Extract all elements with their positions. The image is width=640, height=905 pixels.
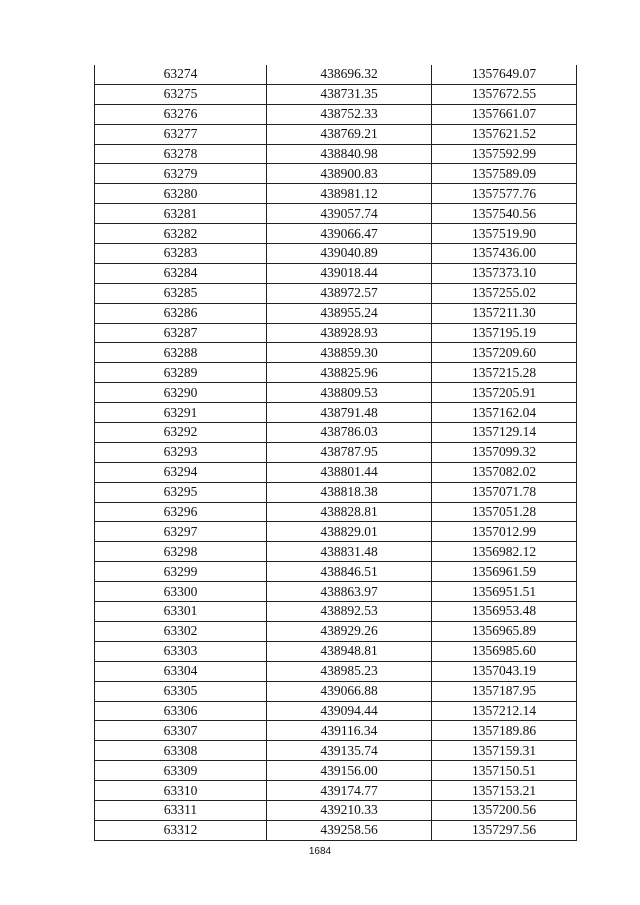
table-row	[95, 84, 577, 104]
x-coordinate-cell: 438731.35	[267, 84, 432, 104]
page-number: 1684	[308, 846, 332, 857]
table-row	[95, 383, 577, 403]
table-row	[95, 482, 577, 502]
point-id-cell: 63293	[95, 442, 267, 462]
y-coordinate-cell: 1357215.28	[432, 363, 577, 383]
table-row	[95, 323, 577, 343]
point-id-cell: 63274	[95, 65, 267, 84]
y-coordinate-cell: 1357153.21	[432, 781, 577, 801]
x-coordinate-cell: 438828.81	[267, 502, 432, 522]
y-coordinate-cell: 1357621.52	[432, 124, 577, 144]
table-row	[95, 542, 577, 562]
point-id-cell: 63297	[95, 522, 267, 542]
x-coordinate-cell: 438786.03	[267, 423, 432, 443]
y-coordinate-cell: 1357577.76	[432, 184, 577, 204]
table-row	[95, 343, 577, 363]
x-coordinate-cell: 438892.53	[267, 602, 432, 622]
y-coordinate-cell: 1357672.55	[432, 84, 577, 104]
point-id-cell: 63308	[95, 741, 267, 761]
x-coordinate-cell: 439210.33	[267, 800, 432, 820]
x-coordinate-cell: 438981.12	[267, 184, 432, 204]
x-coordinate-cell: 439135.74	[267, 741, 432, 761]
point-id-cell: 63291	[95, 403, 267, 423]
point-id-cell: 63303	[95, 641, 267, 661]
table-row	[95, 124, 577, 144]
y-coordinate-cell: 1356961.59	[432, 562, 577, 582]
point-id-cell: 63289	[95, 363, 267, 383]
point-id-cell: 63294	[95, 462, 267, 482]
point-id-cell: 63300	[95, 582, 267, 602]
x-coordinate-cell: 438955.24	[267, 303, 432, 323]
point-id-cell: 63285	[95, 283, 267, 303]
y-coordinate-cell: 1357540.56	[432, 204, 577, 224]
y-coordinate-cell: 1357082.02	[432, 462, 577, 482]
point-id-cell: 63275	[95, 84, 267, 104]
x-coordinate-cell: 439066.88	[267, 681, 432, 701]
table-row	[95, 741, 577, 761]
y-coordinate-cell: 1356982.12	[432, 542, 577, 562]
y-coordinate-cell: 1357212.14	[432, 701, 577, 721]
y-coordinate-cell: 1357051.28	[432, 502, 577, 522]
y-coordinate-cell: 1357519.90	[432, 224, 577, 244]
x-coordinate-cell: 438928.93	[267, 323, 432, 343]
table-row	[95, 522, 577, 542]
point-id-cell: 63288	[95, 343, 267, 363]
point-id-cell: 63304	[95, 661, 267, 681]
table-row	[95, 144, 577, 164]
point-id-cell: 63279	[95, 164, 267, 184]
y-coordinate-cell: 1357661.07	[432, 104, 577, 124]
y-coordinate-cell: 1357129.14	[432, 423, 577, 443]
point-id-cell: 63296	[95, 502, 267, 522]
x-coordinate-cell: 438829.01	[267, 522, 432, 542]
x-coordinate-cell: 438787.95	[267, 442, 432, 462]
table-row	[95, 244, 577, 264]
table-row	[95, 65, 577, 84]
point-id-cell: 63301	[95, 602, 267, 622]
point-id-cell: 63284	[95, 263, 267, 283]
y-coordinate-cell: 1357099.32	[432, 442, 577, 462]
point-id-cell: 63286	[95, 303, 267, 323]
y-coordinate-cell: 1357297.56	[432, 820, 577, 840]
y-coordinate-cell: 1356951.51	[432, 582, 577, 602]
y-coordinate-cell: 1356953.48	[432, 602, 577, 622]
x-coordinate-cell: 438846.51	[267, 562, 432, 582]
x-coordinate-cell: 438985.23	[267, 661, 432, 681]
x-coordinate-cell: 438948.81	[267, 641, 432, 661]
table-row	[95, 303, 577, 323]
point-id-cell: 63312	[95, 820, 267, 840]
x-coordinate-cell: 438859.30	[267, 343, 432, 363]
x-coordinate-cell: 438840.98	[267, 144, 432, 164]
y-coordinate-cell: 1357255.02	[432, 283, 577, 303]
y-coordinate-cell: 1357162.04	[432, 403, 577, 423]
coordinates-table	[94, 65, 577, 841]
table-row	[95, 781, 577, 801]
table-row	[95, 462, 577, 482]
table-row	[95, 363, 577, 383]
point-id-cell: 63299	[95, 562, 267, 582]
point-id-cell: 63282	[95, 224, 267, 244]
x-coordinate-cell: 438801.44	[267, 462, 432, 482]
x-coordinate-cell: 439018.44	[267, 263, 432, 283]
x-coordinate-cell: 438831.48	[267, 542, 432, 562]
point-id-cell: 63298	[95, 542, 267, 562]
table-row	[95, 641, 577, 661]
y-coordinate-cell: 1357209.60	[432, 343, 577, 363]
point-id-cell: 63305	[95, 681, 267, 701]
x-coordinate-cell: 438752.33	[267, 104, 432, 124]
table-row	[95, 403, 577, 423]
point-id-cell: 63277	[95, 124, 267, 144]
x-coordinate-cell: 438769.21	[267, 124, 432, 144]
table-row	[95, 602, 577, 622]
x-coordinate-cell: 439066.47	[267, 224, 432, 244]
point-id-cell: 63287	[95, 323, 267, 343]
y-coordinate-cell: 1357187.95	[432, 681, 577, 701]
point-id-cell: 63310	[95, 781, 267, 801]
y-coordinate-cell: 1357592.99	[432, 144, 577, 164]
x-coordinate-cell: 439258.56	[267, 820, 432, 840]
point-id-cell: 63278	[95, 144, 267, 164]
y-coordinate-cell: 1357043.19	[432, 661, 577, 681]
point-id-cell: 63311	[95, 800, 267, 820]
table-row	[95, 423, 577, 443]
table-row	[95, 184, 577, 204]
y-coordinate-cell: 1357071.78	[432, 482, 577, 502]
table-row	[95, 204, 577, 224]
coordinates-table-body	[95, 65, 577, 840]
y-coordinate-cell: 1357200.56	[432, 800, 577, 820]
table-row	[95, 502, 577, 522]
x-coordinate-cell: 439040.89	[267, 244, 432, 264]
point-id-cell: 63307	[95, 721, 267, 741]
point-id-cell: 63290	[95, 383, 267, 403]
table-row	[95, 701, 577, 721]
point-id-cell: 63309	[95, 761, 267, 781]
y-coordinate-cell: 1357436.00	[432, 244, 577, 264]
table-row	[95, 164, 577, 184]
y-coordinate-cell: 1357211.30	[432, 303, 577, 323]
table-row	[95, 224, 577, 244]
table-row	[95, 562, 577, 582]
x-coordinate-cell: 438818.38	[267, 482, 432, 502]
point-id-cell: 63280	[95, 184, 267, 204]
table-row	[95, 681, 577, 701]
table-row	[95, 721, 577, 741]
x-coordinate-cell: 438900.83	[267, 164, 432, 184]
y-coordinate-cell: 1357159.31	[432, 741, 577, 761]
point-id-cell: 63306	[95, 701, 267, 721]
point-id-cell: 63281	[95, 204, 267, 224]
x-coordinate-cell: 439156.00	[267, 761, 432, 781]
table-row	[95, 442, 577, 462]
point-id-cell: 63302	[95, 621, 267, 641]
y-coordinate-cell: 1357012.99	[432, 522, 577, 542]
y-coordinate-cell: 1356965.89	[432, 621, 577, 641]
x-coordinate-cell: 438696.32	[267, 65, 432, 84]
table-row	[95, 800, 577, 820]
y-coordinate-cell: 1357205.91	[432, 383, 577, 403]
x-coordinate-cell: 438863.97	[267, 582, 432, 602]
table-row	[95, 283, 577, 303]
table-row	[95, 104, 577, 124]
x-coordinate-cell: 438929.26	[267, 621, 432, 641]
y-coordinate-cell: 1357195.19	[432, 323, 577, 343]
x-coordinate-cell: 439174.77	[267, 781, 432, 801]
point-id-cell: 63292	[95, 423, 267, 443]
x-coordinate-cell: 439116.34	[267, 721, 432, 741]
x-coordinate-cell: 438791.48	[267, 403, 432, 423]
x-coordinate-cell: 439057.74	[267, 204, 432, 224]
point-id-cell: 63276	[95, 104, 267, 124]
point-id-cell: 63283	[95, 244, 267, 264]
table-row	[95, 761, 577, 781]
y-coordinate-cell: 1357150.51	[432, 761, 577, 781]
y-coordinate-cell: 1357189.86	[432, 721, 577, 741]
x-coordinate-cell: 438825.96	[267, 363, 432, 383]
y-coordinate-cell: 1357649.07	[432, 65, 577, 84]
y-coordinate-cell: 1357589.09	[432, 164, 577, 184]
table-row	[95, 582, 577, 602]
point-id-cell: 63295	[95, 482, 267, 502]
x-coordinate-cell: 438972.57	[267, 283, 432, 303]
y-coordinate-cell: 1356985.60	[432, 641, 577, 661]
table-row	[95, 263, 577, 283]
table-row	[95, 621, 577, 641]
table-row	[95, 820, 577, 840]
x-coordinate-cell: 439094.44	[267, 701, 432, 721]
y-coordinate-cell: 1357373.10	[432, 263, 577, 283]
x-coordinate-cell: 438809.53	[267, 383, 432, 403]
table-row	[95, 661, 577, 681]
